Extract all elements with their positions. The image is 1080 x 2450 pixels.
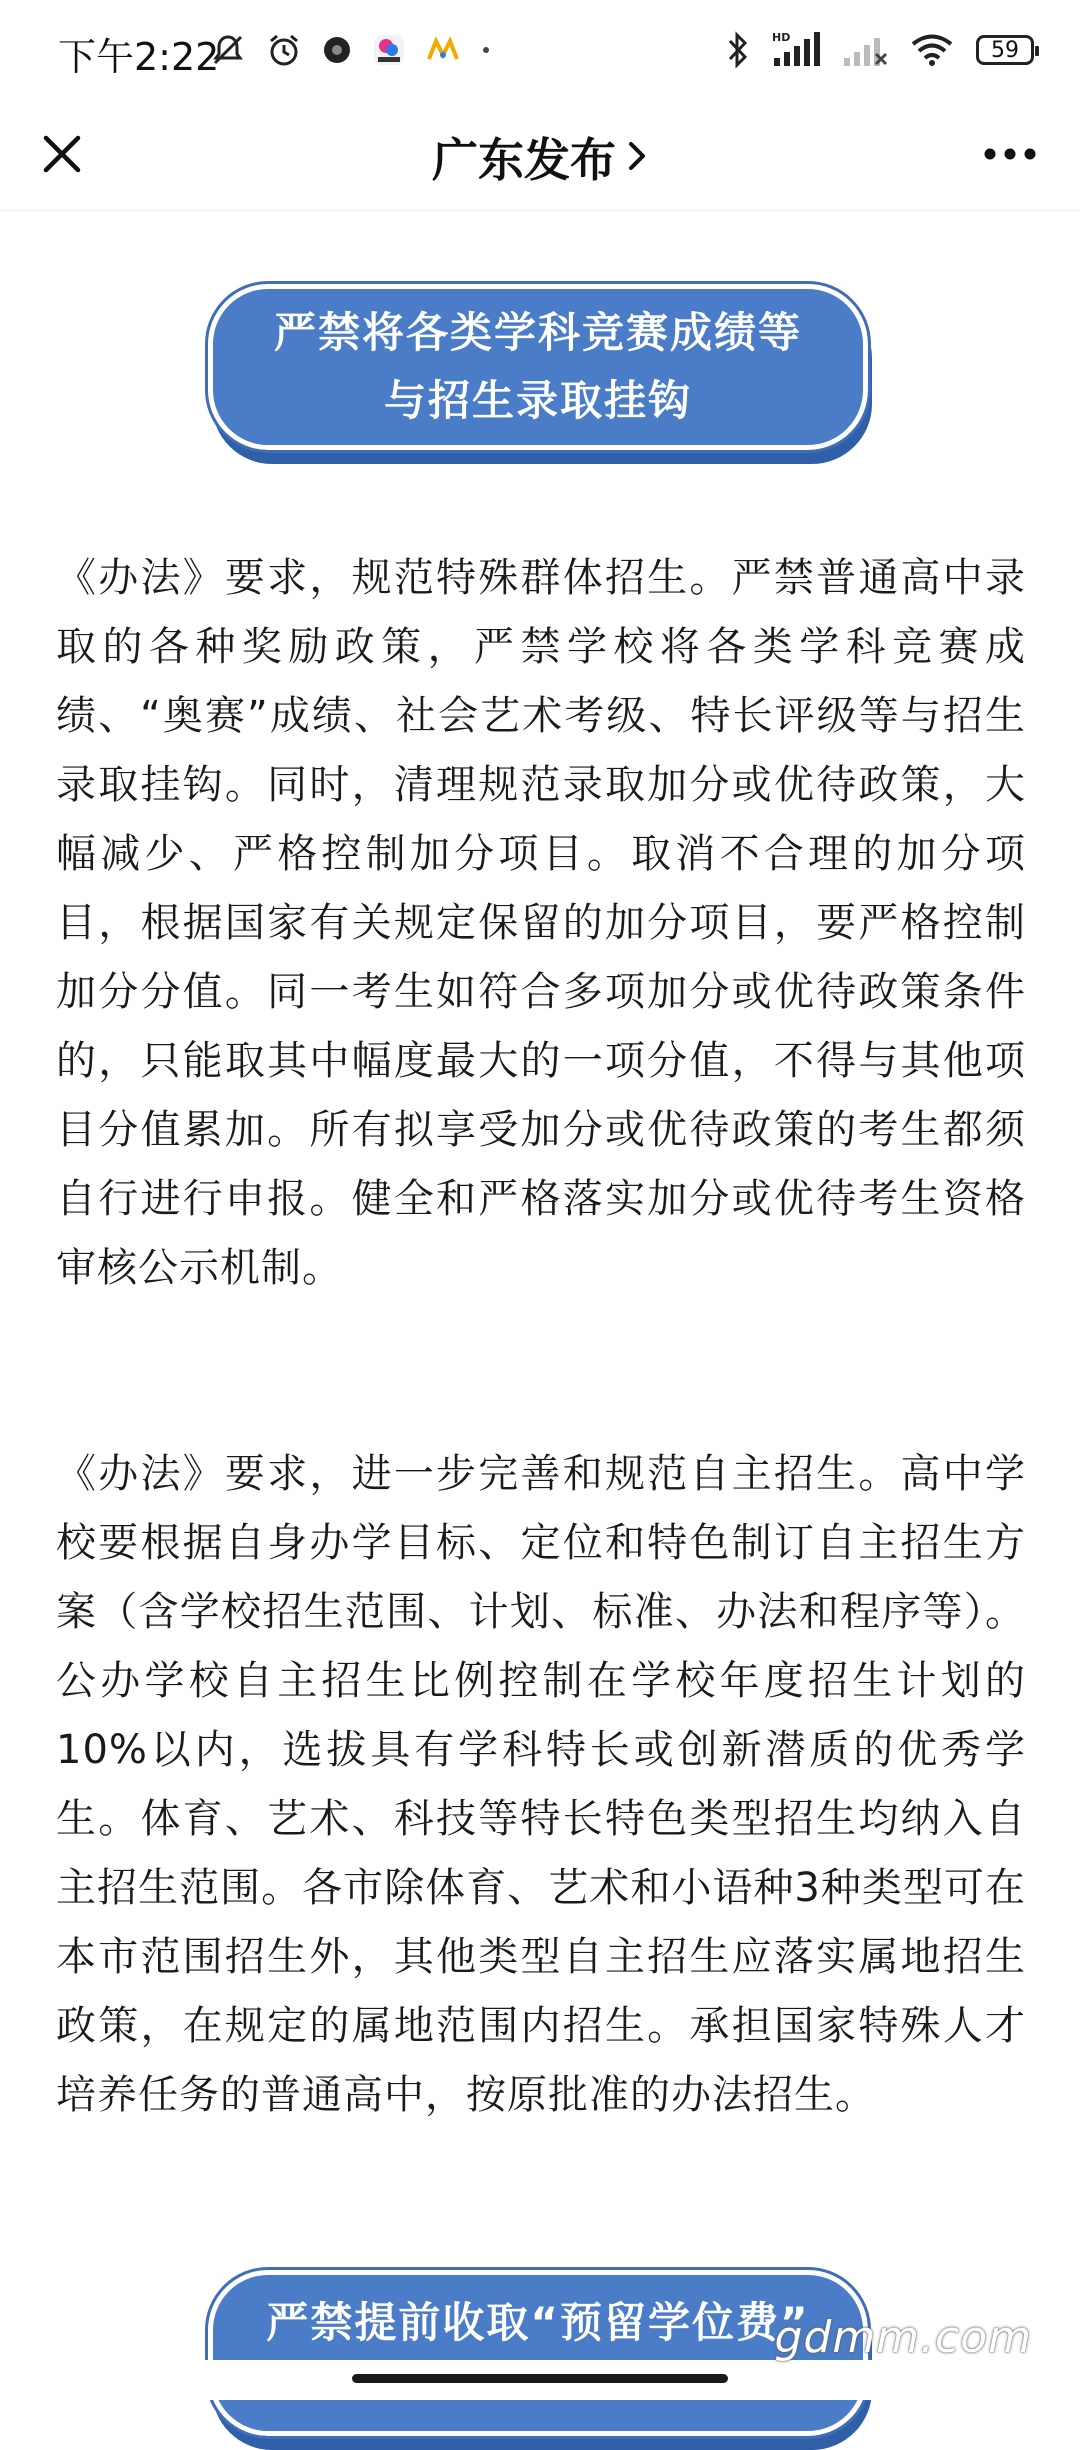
signal-icon — [772, 30, 820, 70]
app-icon-1 — [322, 35, 352, 65]
banner-line: 严禁将各类学科竞赛成绩等 — [273, 308, 802, 357]
banner-face — [208, 2270, 868, 2436]
account-title-link[interactable] — [432, 124, 648, 190]
article-paragraph: 《办法》要求，进一步完善和规范自主招生。高中学校要根据自身办学目标、定位和特色制订自主招生方案（含学校招生范围、计划、标准、办法和程序等）。公办学校自主招生比例控制在学校年度招生计划的10%以内，选拔具有学科特长或创新潜质的优秀学生。体育、艺术、科技等特长特色类型招生均纳入自主招生范围。各市除体育、艺术和小语种3种类型可在本市范围招生外，其他类型自主招生应落实属地招生政策，在规定的属地范围内招生。承担国家特殊人才培养任务的普通高中，按原批准的办法招生。 — [56, 1451, 1026, 2118]
app-icon-2 — [372, 33, 406, 67]
status-icons-right — [726, 28, 1034, 72]
chevron-right-icon — [626, 130, 648, 184]
bluetooth-icon — [726, 31, 750, 69]
app-icon-3 — [426, 35, 460, 65]
network-label: HD — [772, 31, 791, 44]
banner-line: 与招生录取挂钩 — [383, 376, 692, 425]
banner-face — [208, 284, 868, 450]
status-icons-left — [210, 28, 492, 72]
status-bar — [0, 0, 1080, 100]
alarm-icon — [266, 32, 302, 68]
banner-line: 严禁提前收取“预留学位费” — [266, 2298, 810, 2347]
nav-bar — [0, 100, 1080, 211]
section-banner — [208, 284, 870, 460]
battery-icon: 59 — [976, 35, 1034, 65]
mute-icon — [210, 32, 246, 68]
more-icon — [982, 147, 1038, 161]
dot-icon — [480, 44, 492, 56]
watermark: gdmm.com — [774, 2312, 1032, 2363]
more-button[interactable] — [970, 124, 1050, 184]
status-time: 下午2:22 — [58, 35, 220, 79]
article-paragraph: 《办法》要求，规范特殊群体招生。严禁普通高中录取的各种奖励政策，严禁学校将各类学科竞赛成绩、“奥赛”成绩、社会艺术考级、特长评级等与招生录取挂钩。同时，清理规范录取加分或优待政策，大幅减少、严格控制加分项目。取消不合理的加分项目，根据国家有关规定保留的加分项目，要严格控制加分分值。同一考生如符合多项加分或优待政策条件的，只能取其中幅度最大的一项分值，不得与其他项目分值累加。所有拟享受加分或优待政策的考生都须自行进行申报。健全和严格落实加分或优待考生资格审核公示机制。 — [56, 555, 1026, 1291]
home-indicator[interactable] — [352, 2374, 728, 2383]
wifi-icon — [910, 33, 954, 67]
page-title: 广东发布 — [432, 133, 616, 187]
signal-2-icon — [842, 32, 888, 68]
